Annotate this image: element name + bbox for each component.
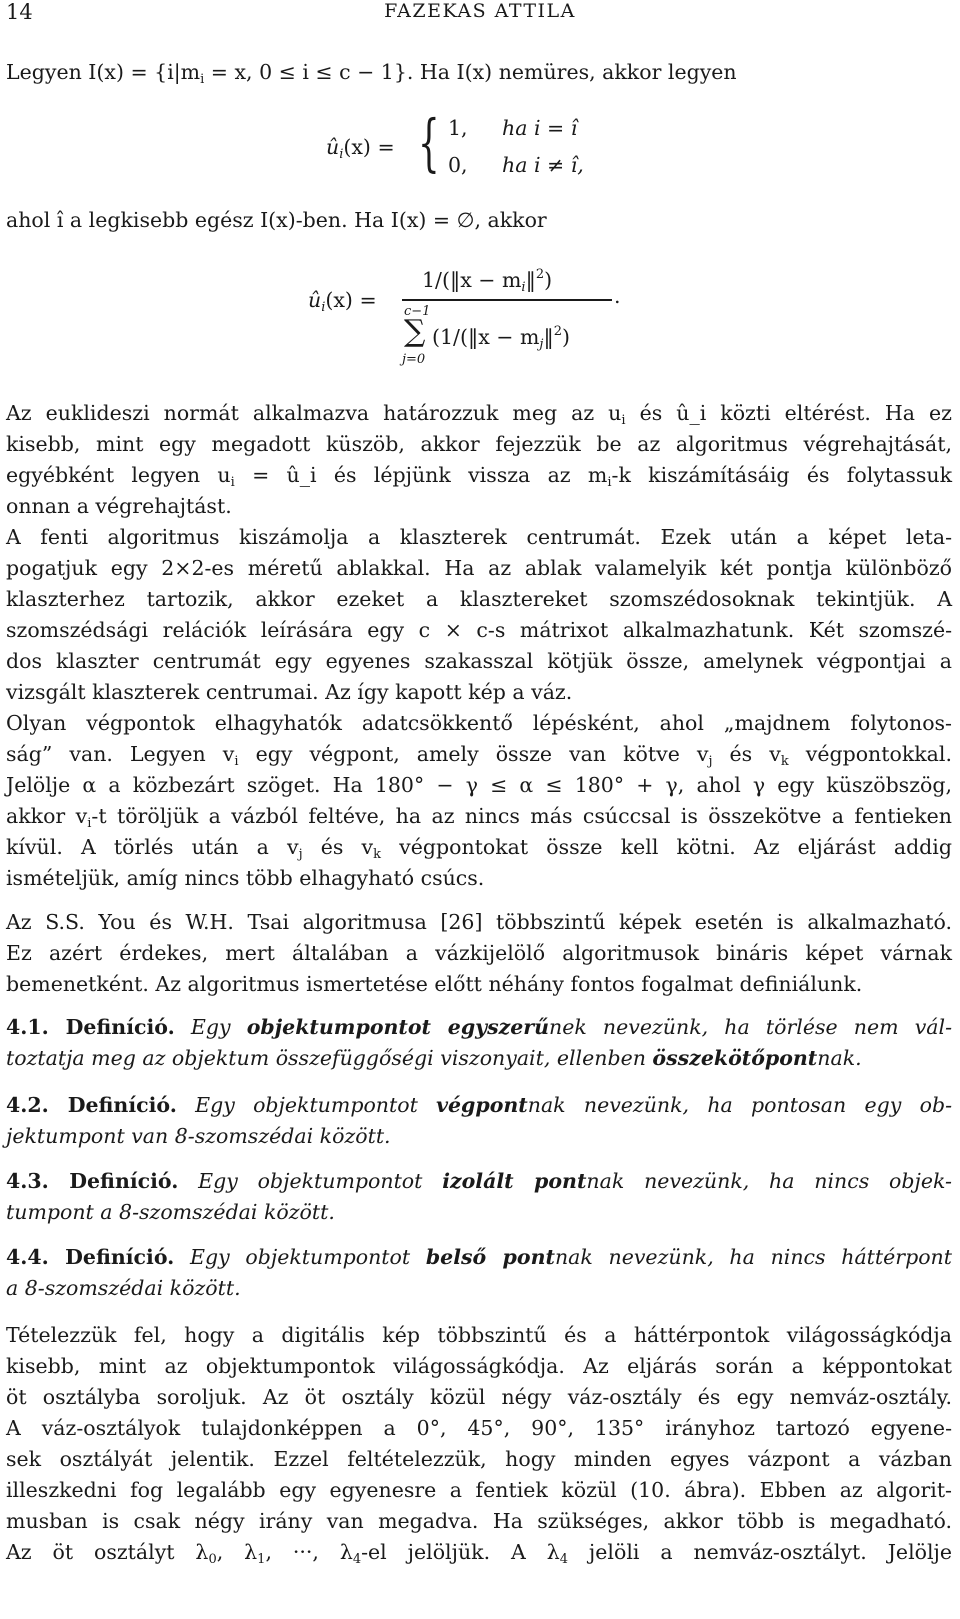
equation-1-case2-value: 0, [448,153,468,177]
body-line: kívül. A törlés után a $v_j$ és $v_k$ végpontokat össze kell kötni. Az eljárást addig [6,835,952,862]
body-line: Jelölje α a közbezárt szöget. Ha 180° − γ ≤ α ≤ 180° + γ, ahol γ egy küszöbszög, [6,773,952,797]
body-line: klaszterhez tartozik, akkor ezeket a klasztereket szomszédosoknak tekintjük. A [6,587,952,611]
body-line: ahol î a legkisebb egész I(x)-ben. Ha I(x) = ∅, akkor [6,208,547,232]
definition-label: 4.2. Definíció. [6,1093,177,1117]
equation-1-case2-condition: ha i ≠ î, [502,153,584,177]
left-brace: { [418,106,440,179]
equation-2-numerator: 1/(‖x − $m_i‖^2$) [422,267,553,295]
body-line: Legyen $I(x) = \{i|m_i = x$, 0 ≤ i ≤ c − 1}. Ha I(x) nemüres, akkor legyen [6,60,737,87]
body-line: kisebb, mint egy megadott küszöb, akkor fejezzük be az algoritmus végrehajtását, [6,432,952,456]
definition-4-2-line-1: 4.2. Definíció. Egy objektumpontot végpontnak nevezünk, ha pontosan egy ob- [6,1093,952,1117]
body-line: illeszkedni fog legalább egy egyenesre a fentiek közül (10. ábra). Ebben az algorit- [6,1478,952,1502]
body-line: öt osztályba soroljuk. Az öt osztály közül négy váz-osztály és egy nemváz-osztály. [6,1385,952,1409]
body-line: ság” van. Legyen $v_i$ egy végpont, amely össze van kötve $v_j$ és $v_k$ végpontokkal. [6,742,952,769]
running-title: FAZEKAS ATTILA [384,0,576,22]
body-line: Az S.S. You és W.H. Tsai algoritmusa [26] többszintű képek esetén is alkalmazható. [6,910,952,934]
definition-4-1-line-1: 4.1. Definíció. Egy objektumpontot egyszerűnek nevezünk, ha törlése nem vál- [6,1015,952,1039]
body-line: szomszédsági relációk leírására egy c × c-s mátrixot alkalmazhatunk. Két szomszé- [6,618,952,642]
body-line: A váz-osztályok tulajdonképpen a 0°, 45°, 90°, 135° irányhoz tartozó egyene- [6,1416,952,1440]
definition-4-2-line-2: jektumpont van 8-szomszédai között. [6,1124,391,1148]
fraction-bar [402,299,612,301]
body-line: pogatjuk egy 2×2-es méretű ablakkal. Ha az ablak valamelyik két pontja különböző [6,556,952,580]
body-line: A fenti algoritmus kiszámolja a klaszterek centrumát. Ezek után a képet leta- [6,525,952,549]
body-line: bemenetként. Az algoritmus ismertetése előtt néhány fontos fogalmat definiálunk. [6,972,863,996]
body-line: Tételezzük fel, hogy a digitális kép többszintű és a háttérpontok világosságkódja [6,1323,952,1347]
sum-upper-limit: c−1 [404,304,431,319]
body-line: Olyan végpontok elhagyhatók adatcsökkentő lépésként, ahol „majdnem folytonos- [6,711,952,735]
definition-label: 4.3. Definíció. [6,1169,179,1193]
definition-4-1-line-2: toztatja meg az objektum összefüggőségi viszonyait, ellenben összekötőpontnak. [6,1046,862,1070]
body-line: onnan a végrehajtást. [6,494,232,518]
body-line: vizsgált klaszterek centrumai. Az így kapott kép a váz. [6,680,573,704]
body-line: akkor $v_i-t$ töröljük a vázból feltéve, ha az nincs más csúccsal is összekötve a fentieken [6,804,952,831]
definition-4-3-line-2: tumpont a 8-szomszédai között. [6,1200,335,1224]
equation-2-lhs: $û_i(x)$ = [308,288,377,315]
definition-label: 4.4. Definíció. [6,1245,175,1269]
equation-1-case1-value: 1, [448,116,468,140]
summation-sign: ∑ [404,314,426,349]
body-line: Ez azért érdekes, mert általában a vázkijelölő algoritmusok bináris képet várnak [6,941,952,965]
sum-lower-limit: j=0 [402,352,426,367]
body-line: dos klaszter centrumát egy egyenes szakasszal kötjük össze, amelynek végpontjai a [6,649,952,673]
definition-4-4-line-2: a 8-szomszédai között. [6,1276,241,1300]
page-number: 14 [6,0,33,24]
body-line: sek osztályát jelentik. Ezzel feltételezzük, hogy minden egyes vázpont a vázban [6,1447,952,1471]
definition-4-4-line-1: 4.4. Definíció. Egy objektumpontot belső pontnak nevezünk, ha nincs háttérpont [6,1245,952,1269]
intro-line [6,58,952,86]
body-line: kisebb, mint az objektumpontok világosságkódja. Az eljárás során a képpontokat [6,1354,952,1378]
definition-label: 4.1. Definíció. [6,1015,175,1039]
definition-4-3-line-1: 4.3. Definíció. Egy objektumpontot izolált pontnak nevezünk, ha nincs objek- [6,1169,952,1193]
equation-1-lhs: $û_i(x)$ = [326,135,395,162]
body-line: Az öt osztályt $\lambda_0$, $\lambda_1$, ···, $\lambda_4-el$ jelöljük. A $\lambda_4$ jelöli a nemváz-osztályt. Jelölje [6,1540,953,1567]
equation-2-denominator: (1/(‖x − $m_j‖^2$) [432,324,570,352]
body-line: ismételjük, amíg nincs több elhagyható csúcs. [6,866,485,890]
equation-2-period: . [614,284,621,308]
body-line: Az euklideszi normát alkalmazva határozzuk meg az $u_i$ és û_i közti eltérést. Ha ez [6,401,952,428]
equation-1-case1-condition: ha i = î [502,116,578,140]
body-line: musban is csak négy irány van megadva. Ha szükséges, akkor több is megadható. [6,1509,952,1533]
body-line: egyébként legyen $u_i$ = û_i és lépjünk vissza az $m_i-k$ kiszámításáig és folytassuk [6,463,952,490]
